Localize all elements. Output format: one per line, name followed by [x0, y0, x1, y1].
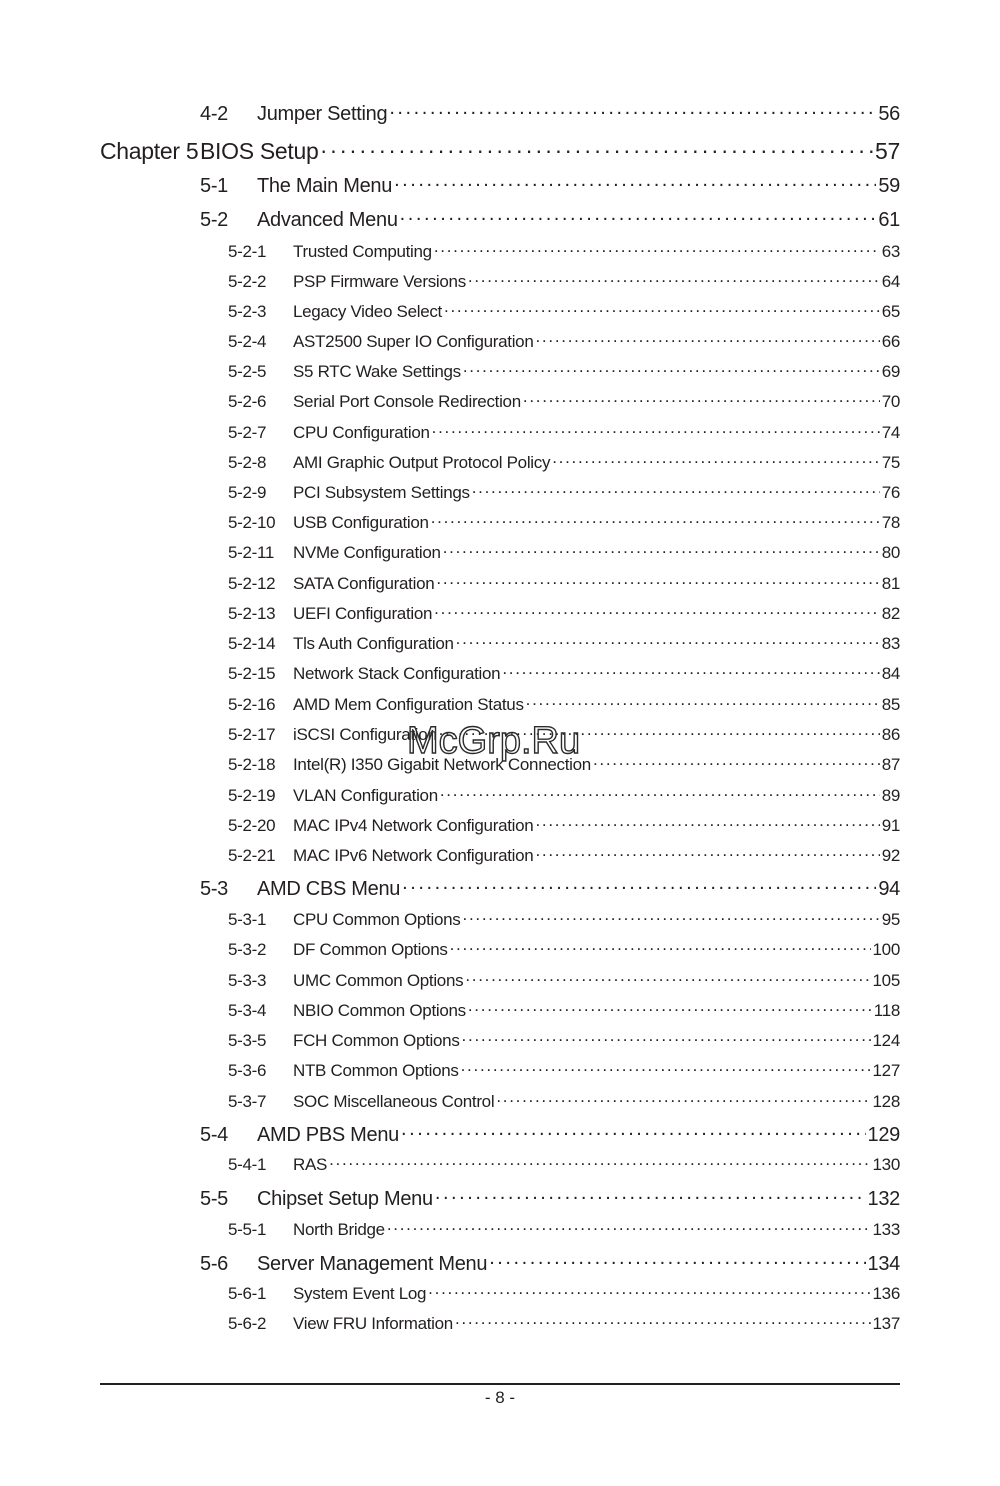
dot-leader [462, 1029, 871, 1046]
toc-entry[interactable] [228, 270, 900, 292]
toc-entry-title: CPU Configuration [293, 423, 430, 442]
dot-leader [535, 844, 879, 861]
toc-entry-page: 65 [881, 302, 900, 321]
dot-leader [489, 1250, 865, 1270]
toc-entry-title: BIOS Setup [200, 138, 319, 164]
toc-entry-title: AMD CBS Menu [257, 878, 401, 900]
toc-entry-page: 81 [881, 574, 900, 593]
toc-entry-title: FCH Common Options [293, 1031, 460, 1050]
toc-entry-number: 5-2-13 [228, 604, 276, 623]
toc-entry[interactable] [228, 572, 900, 594]
toc-entry-page: 89 [881, 786, 900, 805]
toc-entry-page: 78 [881, 513, 900, 532]
toc-entry[interactable] [228, 1029, 900, 1051]
dot-leader [444, 300, 880, 317]
toc-entry[interactable] [228, 1218, 900, 1240]
toc-entry[interactable] [228, 1153, 900, 1175]
toc-entry-title: VLAN Configuration [293, 786, 438, 805]
toc-entry-number: 5-3-7 [228, 1092, 267, 1111]
toc-entry-page: 118 [873, 1001, 900, 1020]
toc-entry[interactable] [228, 421, 900, 443]
toc-entry-title: SOC Miscellaneous Control [293, 1092, 495, 1111]
toc-entry-title: USB Configuration [293, 513, 429, 532]
toc-entry-page: 57 [875, 138, 900, 164]
toc-entry-page: 74 [881, 423, 900, 442]
toc-entry-page: 127 [872, 1061, 900, 1080]
dot-leader [468, 999, 872, 1016]
dot-leader [400, 206, 877, 226]
toc-entry-title: Network Stack Configuration [293, 664, 501, 683]
toc-entry-title: Intel(R) I350 Gigabit Network Connection [293, 755, 591, 774]
toc-entry-title: Tls Auth Configuration [293, 634, 454, 653]
toc-entry-page: 63 [881, 242, 900, 261]
dot-leader [329, 1153, 870, 1170]
toc-entry-number: 5-2-6 [228, 392, 267, 411]
toc-entry-title: SATA Configuration [293, 574, 435, 593]
toc-entry-title: Trusted Computing [293, 242, 432, 261]
toc-entry-page: 129 [867, 1124, 900, 1146]
dot-leader [472, 481, 880, 498]
toc-entry-title: View FRU Information [293, 1314, 453, 1333]
toc-entry[interactable] [228, 784, 900, 806]
dot-leader [463, 908, 880, 925]
toc-entry-title: Chipset Setup Menu [257, 1188, 433, 1210]
dot-leader [432, 421, 880, 438]
dot-leader [468, 270, 880, 287]
toc-entry[interactable] [228, 602, 900, 624]
toc-entry-number: 5-2-14 [228, 634, 276, 653]
toc-entry-number: 5-3-6 [228, 1061, 267, 1080]
toc-entry[interactable] [200, 875, 900, 901]
dot-leader [502, 662, 879, 679]
toc-entry-title: UEFI Configuration [293, 604, 433, 623]
toc-entry-number: 5-3-5 [228, 1031, 267, 1050]
toc-entry-number: 5-4 [200, 1124, 229, 1146]
toc-entry-page: 84 [881, 664, 900, 683]
toc-entry-number: 5-2-16 [228, 695, 276, 714]
toc-entry-number: 5-2-1 [228, 242, 267, 261]
toc-entry-number: 5-6 [200, 1253, 229, 1275]
toc-entry-title: NBIO Common Options [293, 1001, 466, 1020]
toc-entry-number: 5-2-20 [228, 816, 276, 835]
toc-entry-number: 5-3-3 [228, 971, 267, 990]
dot-leader [394, 172, 876, 192]
toc-entry-page: 92 [881, 846, 900, 865]
dot-leader [535, 814, 879, 831]
toc-entry-page: 95 [881, 910, 900, 929]
toc-entry-number: 4-2 [200, 103, 229, 125]
toc-entry-number: 5-2-11 [228, 543, 275, 562]
toc-entry[interactable] [200, 206, 900, 232]
toc-entry-page: 94 [878, 878, 900, 900]
toc-entry-number: 5-1 [200, 175, 229, 197]
dot-leader [434, 240, 880, 257]
toc-entry-page: 86 [881, 725, 900, 744]
toc-entry[interactable] [200, 1185, 900, 1211]
toc-entry-number: 5-2-18 [228, 755, 276, 774]
toc-entry[interactable] [228, 938, 900, 960]
toc-entry-page: 56 [878, 103, 900, 125]
toc-entry[interactable] [200, 172, 900, 198]
toc-entry-page: 100 [872, 940, 900, 959]
toc-entry-title: System Event Log [293, 1284, 427, 1303]
toc-entry[interactable] [228, 1059, 900, 1081]
dot-leader [431, 511, 880, 528]
toc-entry-page: 87 [881, 755, 900, 774]
toc-entry-title: UMC Common Options [293, 971, 464, 990]
dot-leader [443, 541, 880, 558]
dot-leader [434, 602, 880, 619]
toc-entry-page: 80 [881, 543, 900, 562]
toc-entry-title: MAC IPv4 Network Configuration [293, 816, 534, 835]
dot-leader [387, 1218, 871, 1235]
toc-entry-page: 128 [872, 1092, 900, 1111]
dot-leader [593, 753, 880, 770]
toc-entry-title: NTB Common Options [293, 1061, 459, 1080]
toc-entry-title: AMI Graphic Output Protocol Policy [293, 453, 551, 472]
toc-entry[interactable] [228, 693, 900, 715]
toc-entry-title: The Main Menu [257, 175, 393, 197]
toc-entry[interactable] [228, 1090, 900, 1112]
toc-entry-number: 5-5-1 [228, 1220, 267, 1239]
toc-entry[interactable] [200, 100, 900, 126]
dot-leader [552, 451, 880, 468]
toc-entry-number: 5-2-12 [228, 574, 276, 593]
toc-entry[interactable] [200, 1250, 900, 1276]
toc-entry-title: RAS [293, 1155, 328, 1174]
toc-entry-title: Serial Port Console Redirection [293, 392, 521, 411]
toc-entry[interactable] [228, 999, 900, 1021]
toc-entry-page: 124 [872, 1031, 900, 1050]
dot-leader [526, 693, 880, 710]
toc-entry[interactable] [100, 136, 900, 165]
toc-entry-page: 134 [867, 1253, 900, 1275]
toc-entry-number: 5-2-9 [228, 483, 267, 502]
toc-entry-number: 5-3-4 [228, 1001, 267, 1020]
toc-entry-title: AST2500 Super IO Configuration [293, 332, 534, 351]
dot-leader [465, 969, 870, 986]
toc-entry[interactable] [228, 1312, 900, 1334]
watermark: McGrp.Ru [407, 720, 581, 762]
toc-entry[interactable] [228, 1282, 900, 1304]
toc-entry-title: Jumper Setting [257, 103, 388, 125]
toc-entry[interactable] [228, 969, 900, 991]
dot-leader [463, 360, 880, 377]
toc-entry-page: 83 [881, 634, 900, 653]
toc-entry[interactable] [228, 240, 900, 262]
dot-leader [450, 938, 871, 955]
toc-entry-page: 82 [881, 604, 900, 623]
toc-entry-title: AMD Mem Configuration Status [293, 695, 524, 714]
toc-entry[interactable] [228, 360, 900, 382]
dot-leader [523, 390, 880, 407]
toc-entry-page: 61 [878, 209, 900, 231]
toc-entry-title: AMD PBS Menu [257, 1124, 400, 1146]
toc-entry-title: iSCSI Configuration [293, 725, 437, 744]
toc-entry-page: 136 [872, 1284, 900, 1303]
toc-entry[interactable] [228, 814, 900, 836]
dot-leader [535, 330, 879, 347]
toc-entry-number: 5-2-15 [228, 664, 276, 683]
dot-leader [428, 1282, 870, 1299]
toc-entry-title: DF Common Options [293, 940, 448, 959]
toc-entry-number: 5-2-5 [228, 362, 267, 381]
toc-entry-number: 5-2-8 [228, 453, 267, 472]
toc-entry[interactable] [228, 541, 900, 563]
dot-leader [436, 572, 879, 589]
toc-entry[interactable] [228, 511, 900, 533]
toc-entry-page: 133 [872, 1220, 900, 1239]
dot-leader [435, 1185, 866, 1205]
toc-entry[interactable] [228, 330, 900, 352]
toc-entry-page: 59 [878, 175, 900, 197]
toc-entry[interactable] [228, 844, 900, 866]
toc-entry-title: MAC IPv6 Network Configuration [293, 846, 534, 865]
toc-entry[interactable] [228, 632, 900, 654]
dot-leader [456, 632, 880, 649]
toc-entry-title: CPU Common Options [293, 910, 461, 929]
toc-entry-number: 5-2-10 [228, 513, 276, 532]
toc-entry-title: Advanced Menu [257, 209, 398, 231]
toc-entry[interactable] [228, 662, 900, 684]
toc-entry-page: 64 [881, 272, 900, 291]
toc-entry-page: 130 [872, 1155, 900, 1174]
dot-leader [496, 1090, 870, 1107]
toc-entry[interactable] [228, 481, 900, 503]
toc-entry-page: 70 [881, 392, 900, 411]
toc-entry[interactable] [228, 451, 900, 473]
toc-entry-number: 5-4-1 [228, 1155, 267, 1174]
dot-leader [461, 1059, 871, 1076]
toc-entry-title: S5 RTC Wake Settings [293, 362, 461, 381]
toc-entry[interactable] [228, 300, 900, 322]
toc-entry-page: 91 [881, 816, 900, 835]
page-number: - 8 - [484, 1388, 516, 1407]
toc-entry-number: 5-6-2 [228, 1314, 267, 1333]
toc-entry-title: NVMe Configuration [293, 543, 441, 562]
toc-entry-page: 132 [867, 1188, 900, 1210]
dot-leader [320, 136, 873, 159]
toc-entry-number: 5-3-1 [228, 910, 267, 929]
footer-rule [100, 1383, 900, 1385]
toc-entry-page: 137 [872, 1314, 900, 1333]
toc-entry-page: 69 [881, 362, 900, 381]
toc-entry-page: 76 [881, 483, 900, 502]
toc-entry[interactable] [228, 390, 900, 412]
toc-entry-number: 5-3 [200, 878, 229, 900]
dot-leader [389, 100, 876, 120]
dot-leader [455, 1312, 871, 1329]
toc-entry[interactable] [200, 1121, 900, 1147]
toc-entry-page: 85 [881, 695, 900, 714]
toc-entry-number: 5-5 [200, 1188, 229, 1210]
toc-entry-title: PSP Firmware Versions [293, 272, 466, 291]
toc-entry-page: 105 [872, 971, 900, 990]
toc-entry-page: 75 [881, 453, 900, 472]
dot-leader [402, 875, 876, 895]
dot-leader [440, 784, 880, 801]
toc-entry-number: 5-2-21 [228, 846, 276, 865]
toc-entry-number: 5-6-1 [228, 1284, 267, 1303]
toc-entry-number: 5-2-17 [228, 725, 276, 744]
toc-entry-title: Server Management Menu [257, 1253, 488, 1275]
toc-entry-page: 66 [881, 332, 900, 351]
toc-entry-title: Legacy Video Select [293, 302, 442, 321]
toc-entry-number: 5-2-3 [228, 302, 267, 321]
toc-entry-number: 5-2 [200, 209, 229, 231]
toc-entry-number: 5-2-2 [228, 272, 267, 291]
toc-entry-number: Chapter 5 [100, 138, 199, 164]
toc-entry-title: North Bridge [293, 1220, 385, 1239]
toc-entry-number: 5-3-2 [228, 940, 267, 959]
dot-leader [401, 1121, 866, 1141]
toc-entry[interactable] [228, 908, 900, 930]
toc-entry-title: PCI Subsystem Settings [293, 483, 470, 502]
toc-entry-number: 5-2-4 [228, 332, 267, 351]
toc-entry-number: 5-2-19 [228, 786, 276, 805]
toc-entry-number: 5-2-7 [228, 423, 267, 442]
